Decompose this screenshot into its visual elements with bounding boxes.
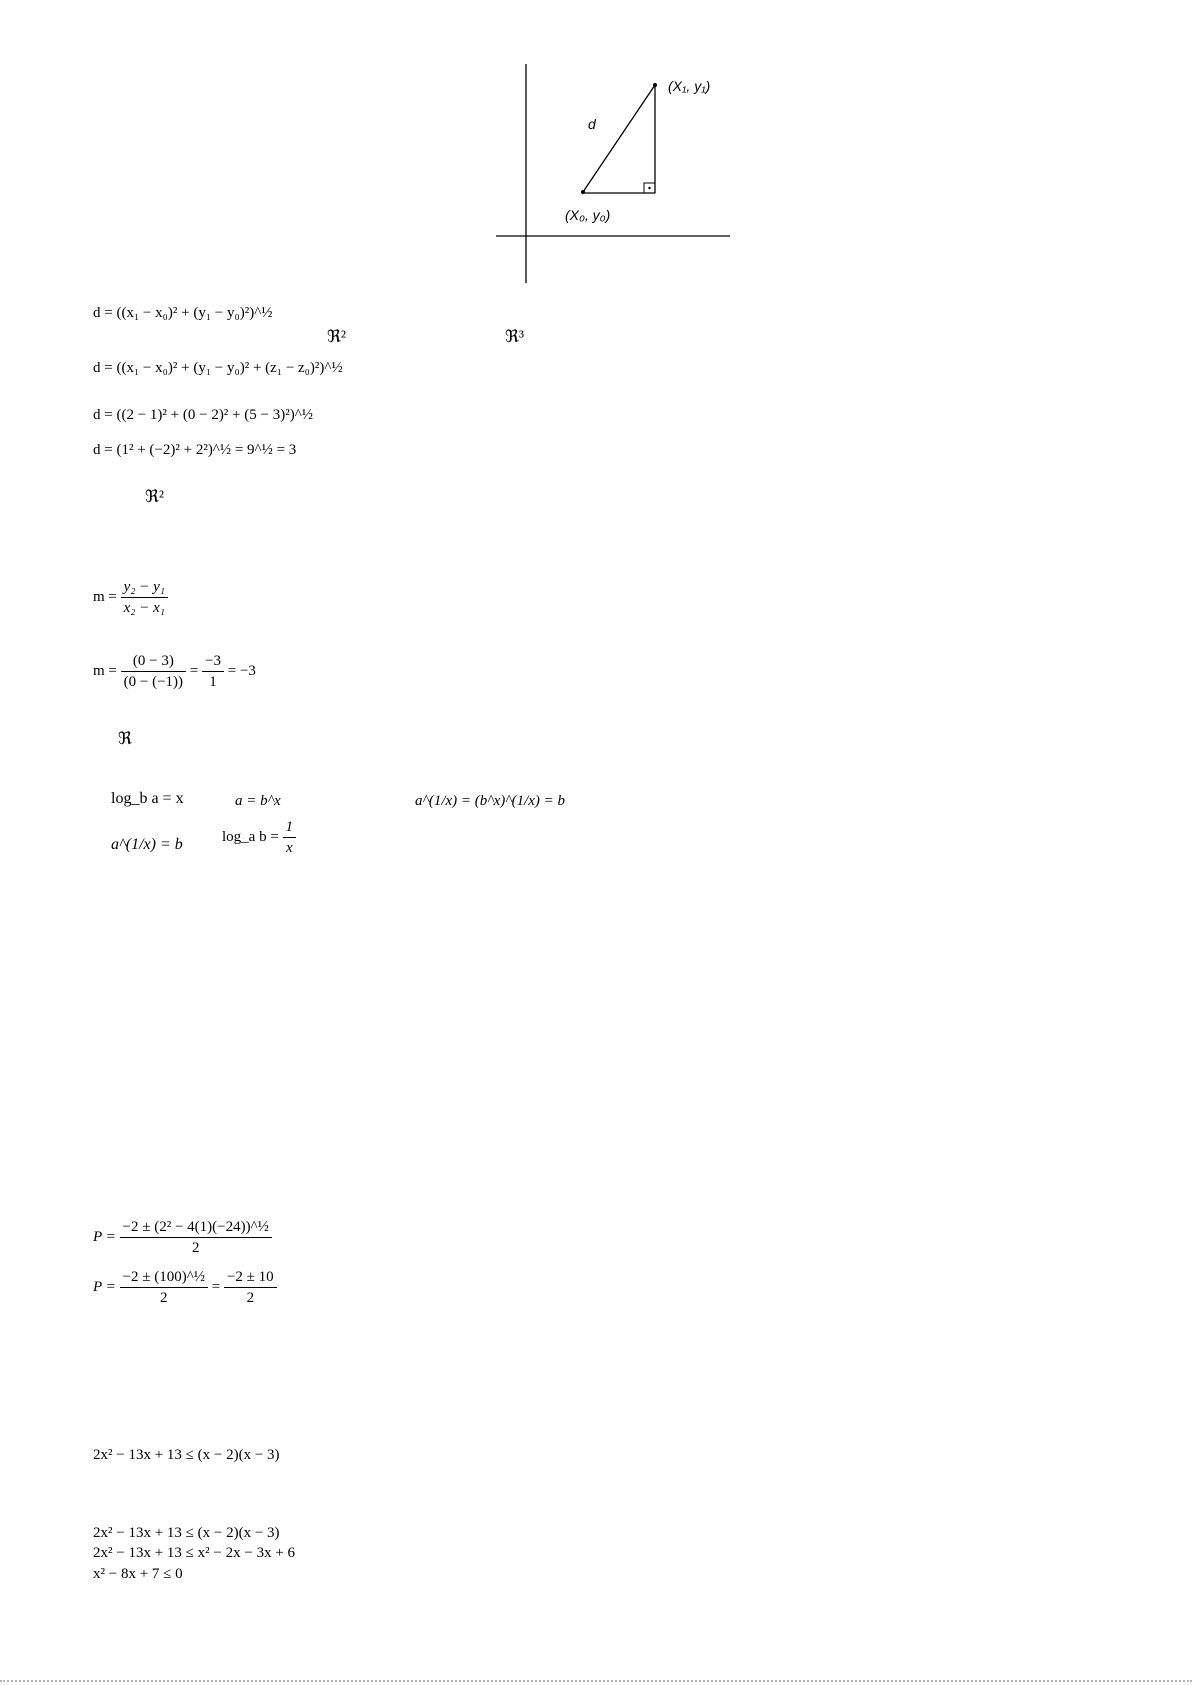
point-1 <box>653 83 657 87</box>
slope-example <box>93 652 256 691</box>
slope-example-result: = −3 <box>227 662 256 679</box>
quadratic-2-num-2: −2 ± 10 <box>224 1268 277 1288</box>
slope-formula <box>93 578 168 617</box>
quadratic-2-equals: = <box>211 1278 221 1295</box>
slope-example-den-1: (0 − (−1)) <box>123 674 184 690</box>
root-chain: a^(1/x) = (b^x)^(1/x) = b <box>415 793 566 809</box>
log-inverse-den: x <box>285 840 293 856</box>
point-0 <box>581 190 585 194</box>
distance-example: d = ((2 − 1)² + (0 − 2)² + (5 − 3)²)^½ <box>93 407 313 423</box>
quadratic-1-num: −2 ± (2² − 4(1)(−24))^½ <box>120 1218 272 1238</box>
r2-symbol-b: ℜ² <box>145 487 164 506</box>
quadratic-2-lhs: P = <box>93 1278 116 1295</box>
distance-formula-3d: d = ((x₁ − x₀)² + (y₁ − y₀)² + (z₁ − z₀)²)^½ <box>93 360 343 376</box>
inequality-4: x² − 8x + 7 ≤ 0 <box>93 1566 183 1582</box>
inequality-1: 2x² − 13x + 13 ≤ (x − 2)(x − 3) <box>93 1447 280 1463</box>
page-bottom-border <box>0 1680 1192 1682</box>
quadratic-2-den-1: 2 <box>160 1290 168 1306</box>
slope-example-equals: = <box>189 662 199 679</box>
quadratic-2-num-1: −2 ± (100)^½ <box>120 1268 208 1288</box>
slope-numerator: y₂ − y₁ <box>121 578 168 598</box>
log-inverse-lhs: log_a b = <box>222 828 279 845</box>
inequality-3: 2x² − 13x + 13 ≤ x² − 2x − 3x + 6 <box>93 1545 296 1561</box>
r2-symbol: ℜ² <box>327 327 346 346</box>
r3-symbol: ℜ³ <box>505 327 524 346</box>
slope-lhs: m = <box>93 588 117 605</box>
point-0-label: (X₀, y₀) <box>565 207 611 223</box>
slope-fraction <box>121 578 168 617</box>
quadratic-2-den-2: 2 <box>246 1290 255 1306</box>
r-symbol: ℜ <box>118 729 132 748</box>
slope-example-num-1: (0 − 3) <box>121 652 186 672</box>
hypotenuse <box>583 85 655 192</box>
inequality-2: 2x² − 13x + 13 ≤ (x − 2)(x − 3) <box>93 1525 280 1541</box>
exponential-definition: a = b^x <box>235 793 281 809</box>
distance-label: d <box>588 116 596 132</box>
slope-example-den-2: 1 <box>209 674 217 690</box>
slope-denominator: x₂ − x₁ <box>123 600 166 616</box>
slope-example-fraction-1 <box>121 652 186 691</box>
distance-result: d = (1² + (−2)² + 2²)^½ = 9^½ = 3 <box>93 442 297 458</box>
quadratic-1-den: 2 <box>191 1240 200 1256</box>
log-inverse <box>222 818 296 857</box>
quadratic-2-fraction-2 <box>224 1268 277 1307</box>
log-inverse-num: 1 <box>283 818 297 838</box>
quadratic-1-fraction <box>120 1218 272 1257</box>
quadratic-step-1 <box>93 1218 272 1257</box>
root-result: a^(1/x) = b <box>111 836 183 853</box>
quadratic-step-2 <box>93 1268 277 1307</box>
slope-example-fraction-2 <box>202 652 224 691</box>
distance-diagram <box>0 0 1192 300</box>
distance-formula-2d: d = ((x₁ − x₀)² + (y₁ − y₀)²)^½ <box>93 305 273 321</box>
log-definition: log_b a = x <box>111 790 184 807</box>
quadratic-1-lhs: P = <box>93 1228 116 1245</box>
point-1-label: (X₁, y₁) <box>668 78 711 94</box>
slope-example-num-2: −3 <box>202 652 224 672</box>
slope-example-lhs: m = <box>93 662 117 679</box>
right-angle-dot <box>648 187 650 189</box>
log-inverse-fraction <box>283 818 297 857</box>
quadratic-2-fraction-1 <box>120 1268 208 1307</box>
